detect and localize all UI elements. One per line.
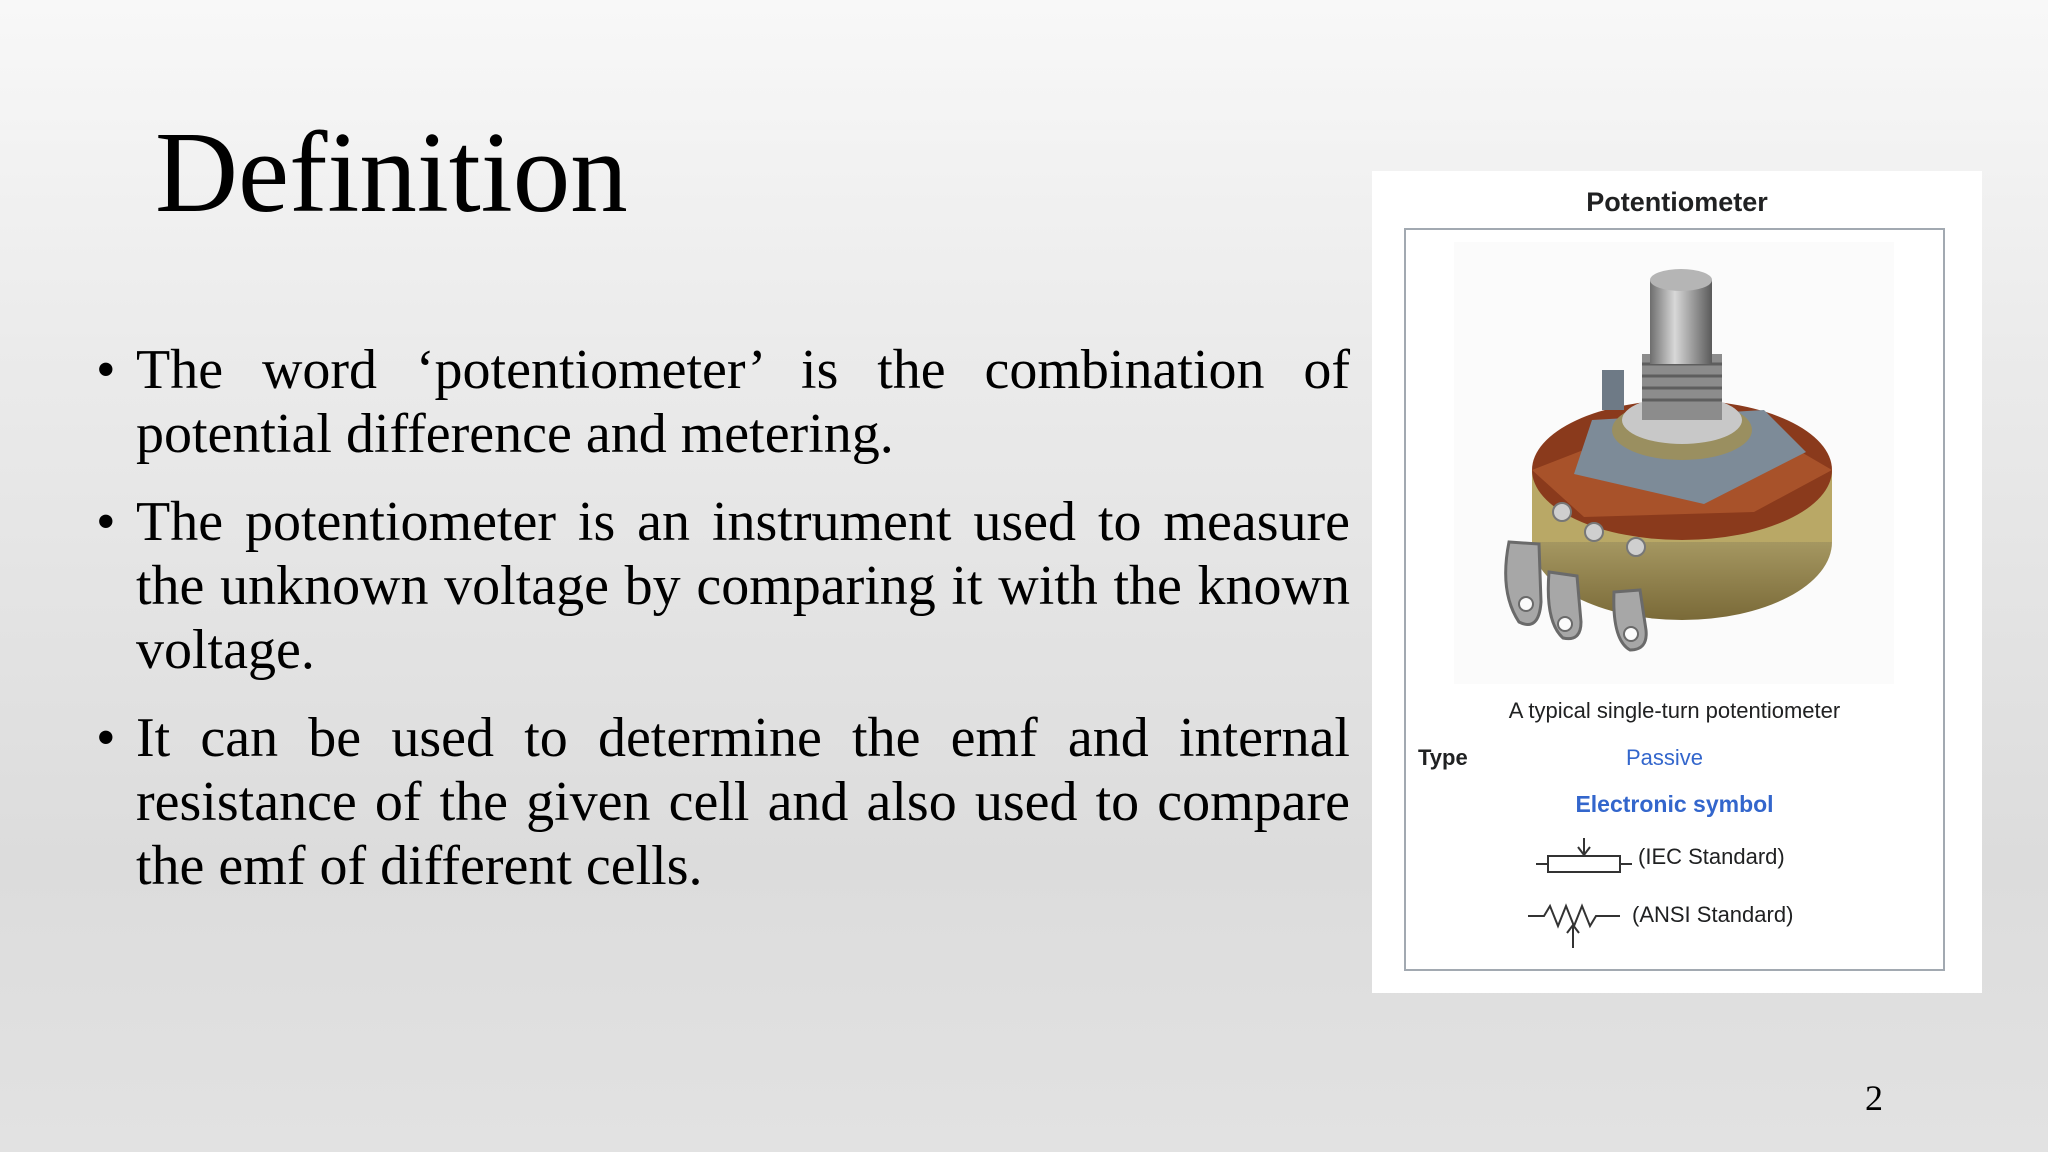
iec-standard-label: (IEC Standard) <box>1638 844 1785 869</box>
potentiometer-infobox-image <box>1372 171 1982 993</box>
bullet-text: It can be used to determine the emf and internal resistance of the given cell and also used to compare the emf of different cells. <box>136 707 1350 897</box>
bullet-item <box>96 338 1350 466</box>
type-label: Type <box>1418 745 1468 770</box>
bullet-marker: • <box>96 707 116 769</box>
type-value-link: Passive <box>1626 745 1704 770</box>
ansi-potentiometer-symbol-icon <box>1526 902 1626 950</box>
photo-caption: A typical single-turn potentiometer <box>1508 698 1841 723</box>
electronic-symbol-heading: Electronic symbol <box>1575 791 1774 817</box>
slide-title: Definition <box>155 109 628 236</box>
bullet-marker: • <box>96 339 116 401</box>
page-number: 2 <box>1865 1078 1883 1118</box>
potentiometer-photo-icon <box>1454 242 1894 684</box>
bullet-marker: • <box>96 491 116 553</box>
ansi-standard-label: (ANSI Standard) <box>1632 902 1794 927</box>
bullet-item <box>96 706 1350 898</box>
iec-symbol-row <box>1534 838 1854 878</box>
bullet-text: The word ‘potentiometer’ is the combination of potential difference and metering. <box>136 339 1350 465</box>
bullet-item <box>96 490 1350 682</box>
bullet-text: The potentiometer is an instrument used to measure the unknown voltage by comparing it with the known voltage. <box>136 491 1350 681</box>
iec-potentiometer-symbol-icon <box>1534 838 1634 878</box>
infobox-frame <box>1404 228 1945 971</box>
infobox-title: Potentiometer <box>1586 187 1768 217</box>
ansi-symbol-row <box>1526 902 1856 942</box>
bullet-list <box>96 338 1350 922</box>
